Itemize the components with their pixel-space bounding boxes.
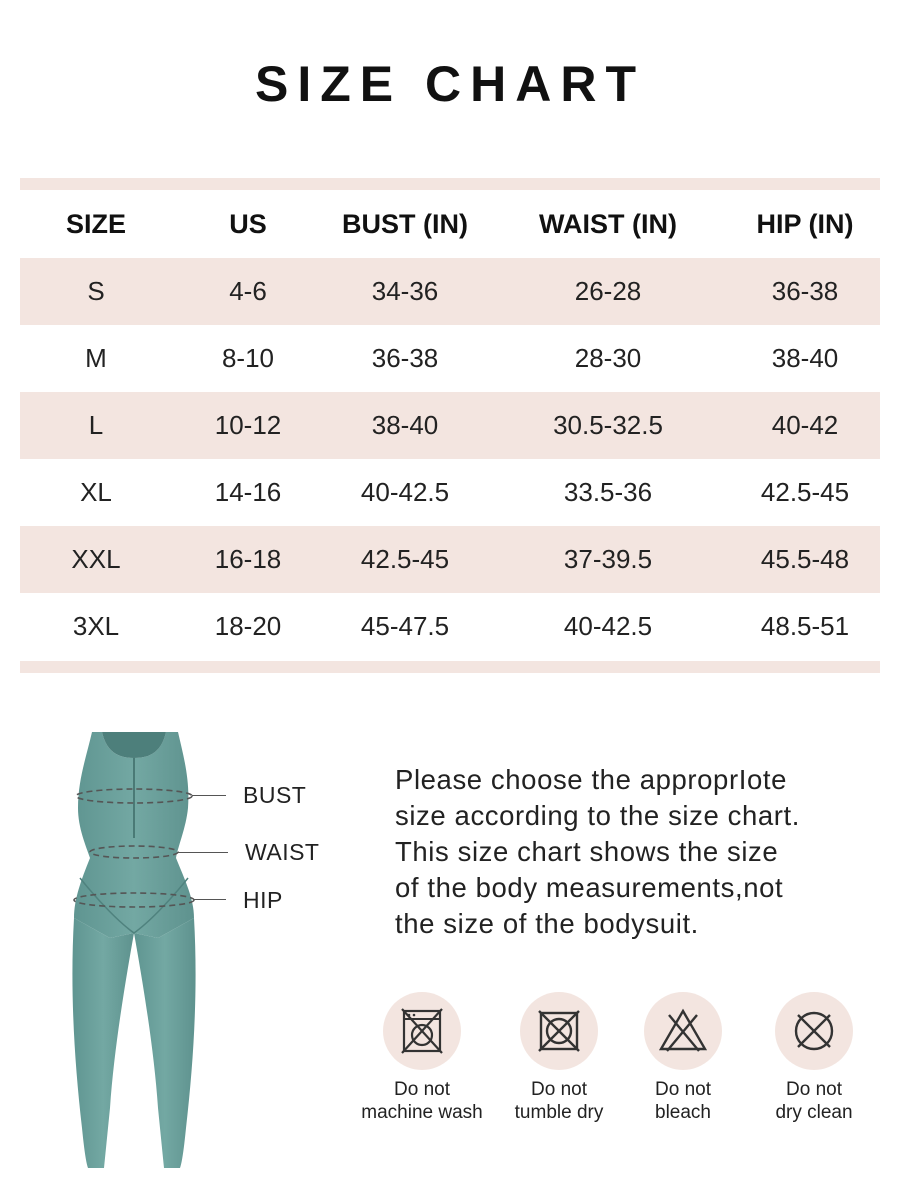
cell-us: 18-20 <box>214 611 282 641</box>
care-item-dry-clean <box>739 992 889 1124</box>
bust-leader-line <box>192 795 226 796</box>
page-title: SIZE CHART <box>255 56 645 112</box>
cell-waist: 33.5-36 <box>563 477 653 507</box>
note-line: This size chart shows the size <box>395 836 779 867</box>
header-us: US <box>229 208 267 239</box>
cell-size: S <box>20 258 172 325</box>
note-line: the size of the bodysuit. <box>395 908 699 939</box>
no-bleach-icon <box>644 992 722 1070</box>
header-size: SIZE <box>65 208 126 239</box>
cell-bust: 38-40 <box>324 392 486 459</box>
bust-label: BUST <box>243 782 307 808</box>
cell-us: 16-18 <box>172 526 324 593</box>
cell-bust: 42.5-45 <box>324 526 486 593</box>
care-label: Do not dry clean <box>775 1079 853 1123</box>
cell-waist: 26-28 <box>486 258 730 325</box>
cell-hip: 40-42 <box>730 392 880 459</box>
cell-bust: 36-38 <box>371 343 439 373</box>
cell-size: L <box>20 392 172 459</box>
care-label: Do not machine wash <box>361 1079 483 1123</box>
size-note <box>395 762 875 942</box>
note-line: of the body measurements,not <box>395 872 784 903</box>
cell-us: 10-12 <box>172 392 324 459</box>
cell-bust: 40-42.5 <box>360 477 450 507</box>
header-hip: HIP (IN) <box>756 208 854 239</box>
cell-bust: 45-47.5 <box>360 611 450 641</box>
cell-waist: 30.5-32.5 <box>486 392 730 459</box>
cell-hip: 42.5-45 <box>760 477 850 507</box>
table-row <box>20 392 880 459</box>
cell-waist: 37-39.5 <box>486 526 730 593</box>
cell-hip: 38-40 <box>771 343 839 373</box>
cell-bust: 34-36 <box>324 258 486 325</box>
care-label: Do not tumble dry <box>514 1079 604 1123</box>
no-machine-wash-icon <box>383 992 461 1070</box>
note-line: Please choose the approprIote <box>395 764 787 795</box>
cell-size: 3XL <box>72 611 120 641</box>
size-table <box>20 190 880 660</box>
cell-hip: 45.5-48 <box>730 526 880 593</box>
header-waist: WAIST (IN) <box>539 208 677 239</box>
note-line: size according to the size chart. <box>395 800 800 831</box>
table-row <box>20 459 880 526</box>
cell-waist: 28-30 <box>574 343 642 373</box>
no-dry-clean-icon <box>775 992 853 1070</box>
hip-label: HIP <box>243 887 283 913</box>
table-header-row <box>20 190 880 258</box>
table-top-band <box>20 178 880 190</box>
care-label: Do not bleach <box>655 1079 711 1123</box>
cell-size: XXL <box>20 526 172 593</box>
cell-hip: 36-38 <box>730 258 880 325</box>
table-bottom-band <box>20 661 880 673</box>
care-item-machine-wash <box>347 992 497 1124</box>
care-item-bleach <box>608 992 758 1124</box>
header-bust: BUST (IN) <box>342 208 468 239</box>
cell-us: 14-16 <box>214 477 282 507</box>
table-row <box>20 258 880 325</box>
waist-label: WAIST <box>245 839 320 865</box>
cell-waist: 40-42.5 <box>563 611 653 641</box>
table-row <box>20 593 880 660</box>
table-row <box>20 526 880 593</box>
cell-hip: 48.5-51 <box>760 611 850 641</box>
cell-size: XL <box>80 477 112 507</box>
table-row <box>20 325 880 392</box>
cell-us: 4-6 <box>172 258 324 325</box>
hip-leader-line <box>194 899 226 900</box>
no-tumble-dry-icon <box>520 992 598 1070</box>
waist-leader-line <box>178 852 228 853</box>
cell-size: M <box>85 343 107 373</box>
cell-us: 8-10 <box>221 343 275 373</box>
